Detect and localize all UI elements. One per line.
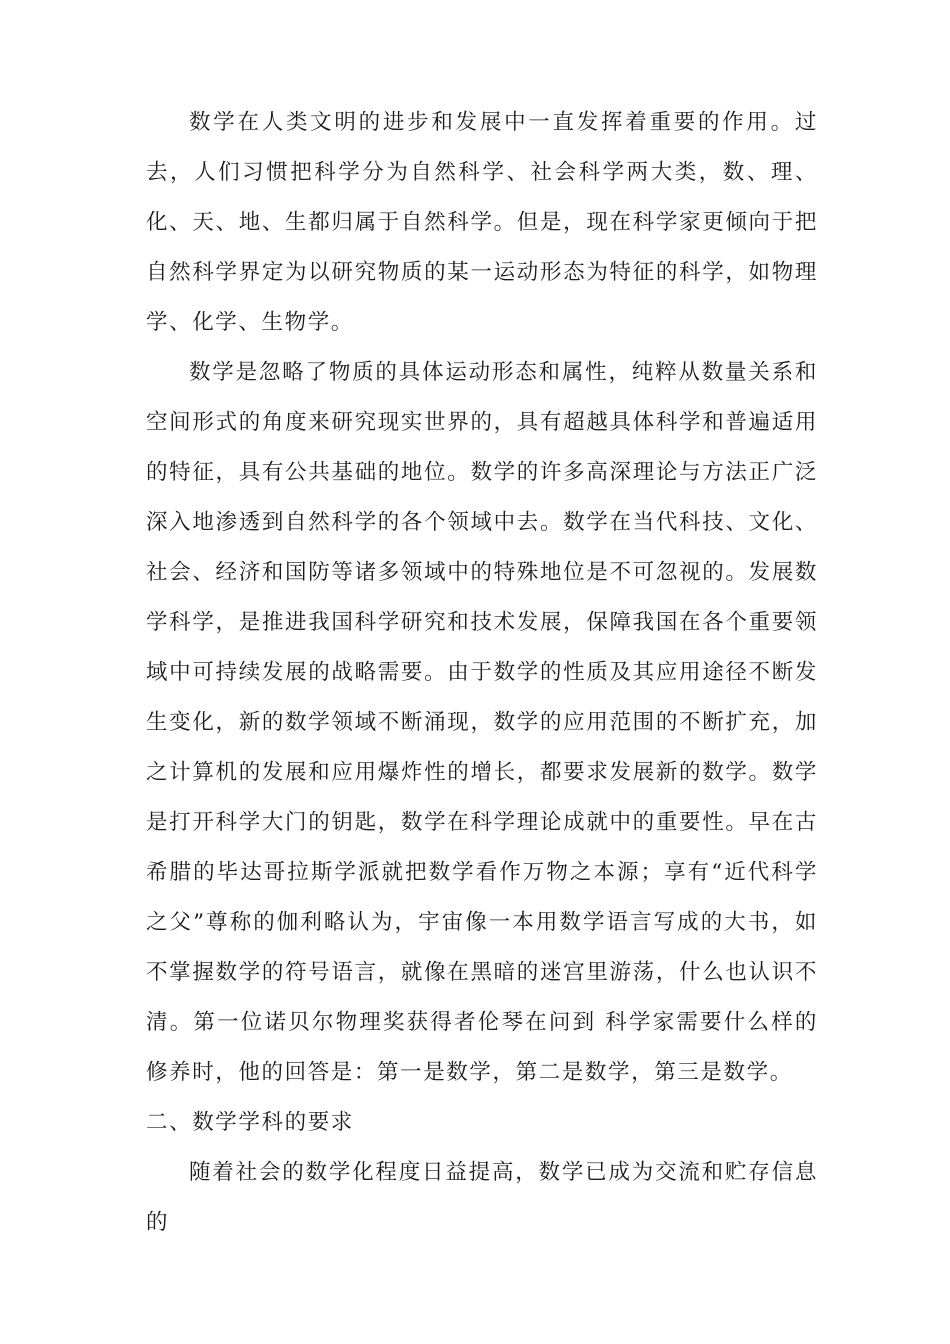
- paragraph-intro: 数学在人类文明的进步和发展中一直发挥着重要的作用。过去，人们习惯把科学分为自然科学、社会科学两大类，数、理、化、天、地、生都归属于自然科学。但是，现在科学家更倾向于把自然科学界定为以研究物质的某一运动形态为特征的科学，如物理学、化学、生物学。: [146, 110, 818, 335]
- document-page: [146, 98, 818, 1248]
- section-heading: 二、数学学科的要求: [146, 1110, 354, 1135]
- paragraph-requirements: 随着社会的数学化程度日益提高，数学已成为交流和贮存信息的: [146, 1160, 818, 1235]
- paragraph-role-of-math: 数学是忽略了物质的具体运动形态和属性，纯粹从数量关系和空间形式的角度来研究现实世界的，具有超越具体科学和普遍适用的特征，具有公共基础的地位。数学的许多高深理论与方法正广泛深入地渗透到自然科学的各个领域中去。数学在当代科技、文化、社会、经济和国防等诸多领域中的特殊地位是不可忽视的。发展数学科学，是推进我国科学研究和技术发展，保障我国在各个重要领域中可持续发展的战略需要。由于数学的性质及其应用途径不断发生变化，新的数学领域不断涌现，数学的应用范围的不断扩充，加之计算机的发展和应用爆炸性的增长，都要求发展新的数学。数学是打开科学大门的钥匙，数学在科学理论成就中的重要性。早在古希腊的毕达哥拉斯学派就把数学看作万物之本源；享有“近代科学之父”尊称的伽利略认为，宇宙像一本用数学语言写成的大书，如不掌握数学的符号语言，就像在黑暗的迷宫里游荡，什么也认识不清。第一位诺贝尔物理奖获得者伦琴在问到 科学家需要什么样的修养时，他的回答是：第一是数学，第二是数学，第三是数学。: [146, 360, 818, 1085]
